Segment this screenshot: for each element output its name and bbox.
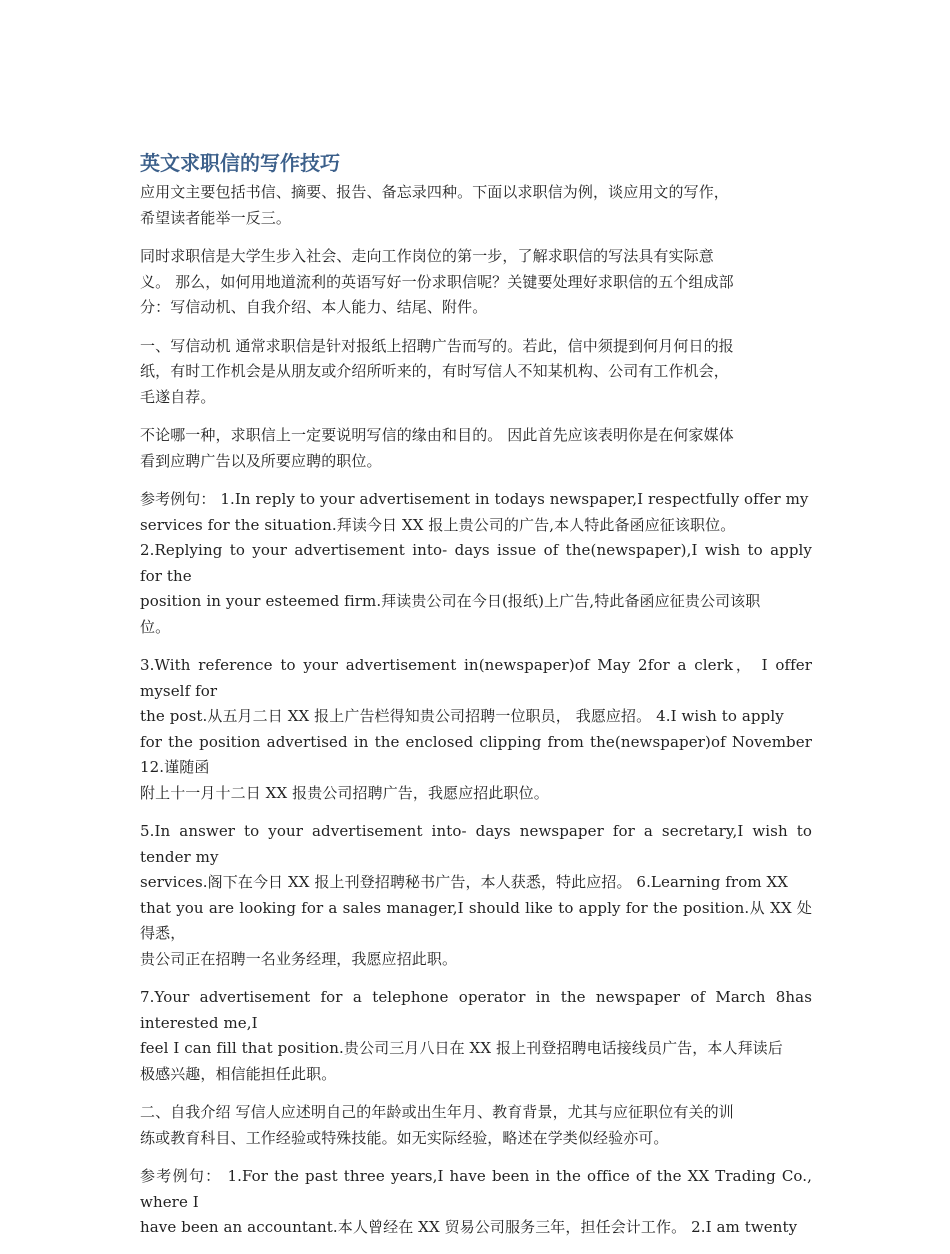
paragraph-line: 义。 那么，如何用地道流利的英语写好一份求职信呢？关键要处理好求职信的五个组成部 — [140, 272, 734, 291]
paragraph-line: 贵公司正在招聘一名业务经理，我愿应招此职。 — [140, 949, 458, 968]
paragraph-7 — [140, 819, 812, 972]
paragraph-line: that you are looking for a sales manager,I should like to apply for the position.从 XX 处得悉， — [140, 898, 812, 942]
paragraph-line: services.阁下在今日 XX 报上刊登招聘秘书广告，本人获悉，特此应招。 6.Learning from XX — [140, 873, 789, 891]
paragraph-line: 纸，有时工作机会是从朋友或介绍所听来的，有时写信人不知某机构、公司有工作机会， — [140, 362, 729, 380]
paragraph-line: 毛遂自荐。 — [140, 387, 216, 406]
paragraph-line: the post.从五月二日 XX 报上广告栏得知贵公司招聘一位职员， 我愿应招。 4.I wish to apply — [140, 707, 784, 725]
paragraph-line: 分：写信动机、自我介绍、本人能力、结尾、附件。 — [140, 298, 488, 316]
paragraph-10 — [140, 1164, 812, 1241]
paragraph-line: 5.In answer to your advertisement into- days newspaper for a secretary,I wish to tender my — [140, 822, 812, 866]
paragraph-line: feel I can fill that position.贵公司三月八日在 XX 报上刊登招聘电话接线员广告，本人拜读后 — [140, 1039, 783, 1057]
paragraph-9 — [140, 1100, 812, 1151]
paragraph-line: position in your esteemed firm.拜读贵公司在今日(报纸)上广告,特此备函应征贵公司该职 — [140, 592, 761, 610]
document-title: 英文求职信的写作技巧 — [140, 151, 340, 175]
paragraph-line: 附上十一月十二日 XX 报贵公司招聘广告，我愿应招此职位。 — [140, 783, 549, 802]
paragraph-line: 看到应聘广告以及所要应聘的职位。 — [140, 451, 382, 470]
paragraph-line: for the position advertised in the enclosed clipping from the(newspaper)of November 12.谨随函 — [140, 732, 812, 776]
paragraph-line: services for the situation.拜读今日 XX 报上贵公司的广告,本人特此备函应征该职位。 — [140, 515, 736, 534]
paragraph-line: 一、写信动机 通常求职信是针对报纸上招聘广告而写的。若此，信中须提到何月何日的报 — [140, 336, 734, 355]
paragraph-6 — [140, 653, 812, 806]
paragraph-line: 应用文主要包括书信、摘要、报告、备忘录四种。下面以求职信为例，谈应用文的写作， — [140, 183, 729, 201]
paragraph-line: 极感兴趣，相信能担任此职。 — [140, 1064, 337, 1083]
paragraph-3 — [140, 334, 812, 411]
paragraph-8 — [140, 985, 812, 1087]
paragraph-4 — [140, 423, 812, 474]
document-body — [140, 180, 812, 1241]
paragraph-line: 参考例句： 1.For the past three years,I have been in the office of the XX Trading Co., where I — [140, 1167, 812, 1211]
paragraph-line: 3.With reference to your advertisement in(newspaper)of May 2for a clerk， I offer myself for — [140, 656, 812, 700]
paragraph-line: 不论哪一种，求职信上一定要说明写信的缘由和目的。 因此首先应该表明你是在何家媒体 — [140, 426, 734, 444]
paragraph-line: have been an accountant.本人曾经在 XX 贸易公司服务三年，担任会计工作。 2.I am twenty — [140, 1218, 798, 1236]
document-page — [140, 148, 812, 1254]
paragraph-5 — [140, 487, 812, 640]
paragraph-2 — [140, 244, 812, 321]
paragraph-line: 练或教育科目、工作经验或特殊技能。如无实际经验，略述在学类似经验亦可。 — [140, 1128, 669, 1147]
paragraph-line: 7.Your advertisement for a telephone operator in the newspaper of March 8has interested me,I — [140, 988, 812, 1032]
paragraph-line: 参考例句： 1.In reply to your advertisement in todays newspaper,I respectfully offer my — [140, 490, 809, 508]
paragraph-line: 同时求职信是大学生步入社会、走向工作岗位的第一步，了解求职信的写法具有实际意 — [140, 247, 714, 265]
paragraph-line: 2.Replying to your advertisement into- days issue of the(newspaper),I wish to apply for the — [140, 541, 812, 585]
paragraph-line: 二、自我介绍 写信人应述明自己的年龄或出生年月、教育背景，尤其与应征职位有关的训 — [140, 1103, 734, 1121]
paragraph-line: 位。 — [140, 617, 171, 636]
paragraph-line: 希望读者能举一反三。 — [140, 208, 292, 227]
paragraph-1 — [140, 180, 812, 231]
